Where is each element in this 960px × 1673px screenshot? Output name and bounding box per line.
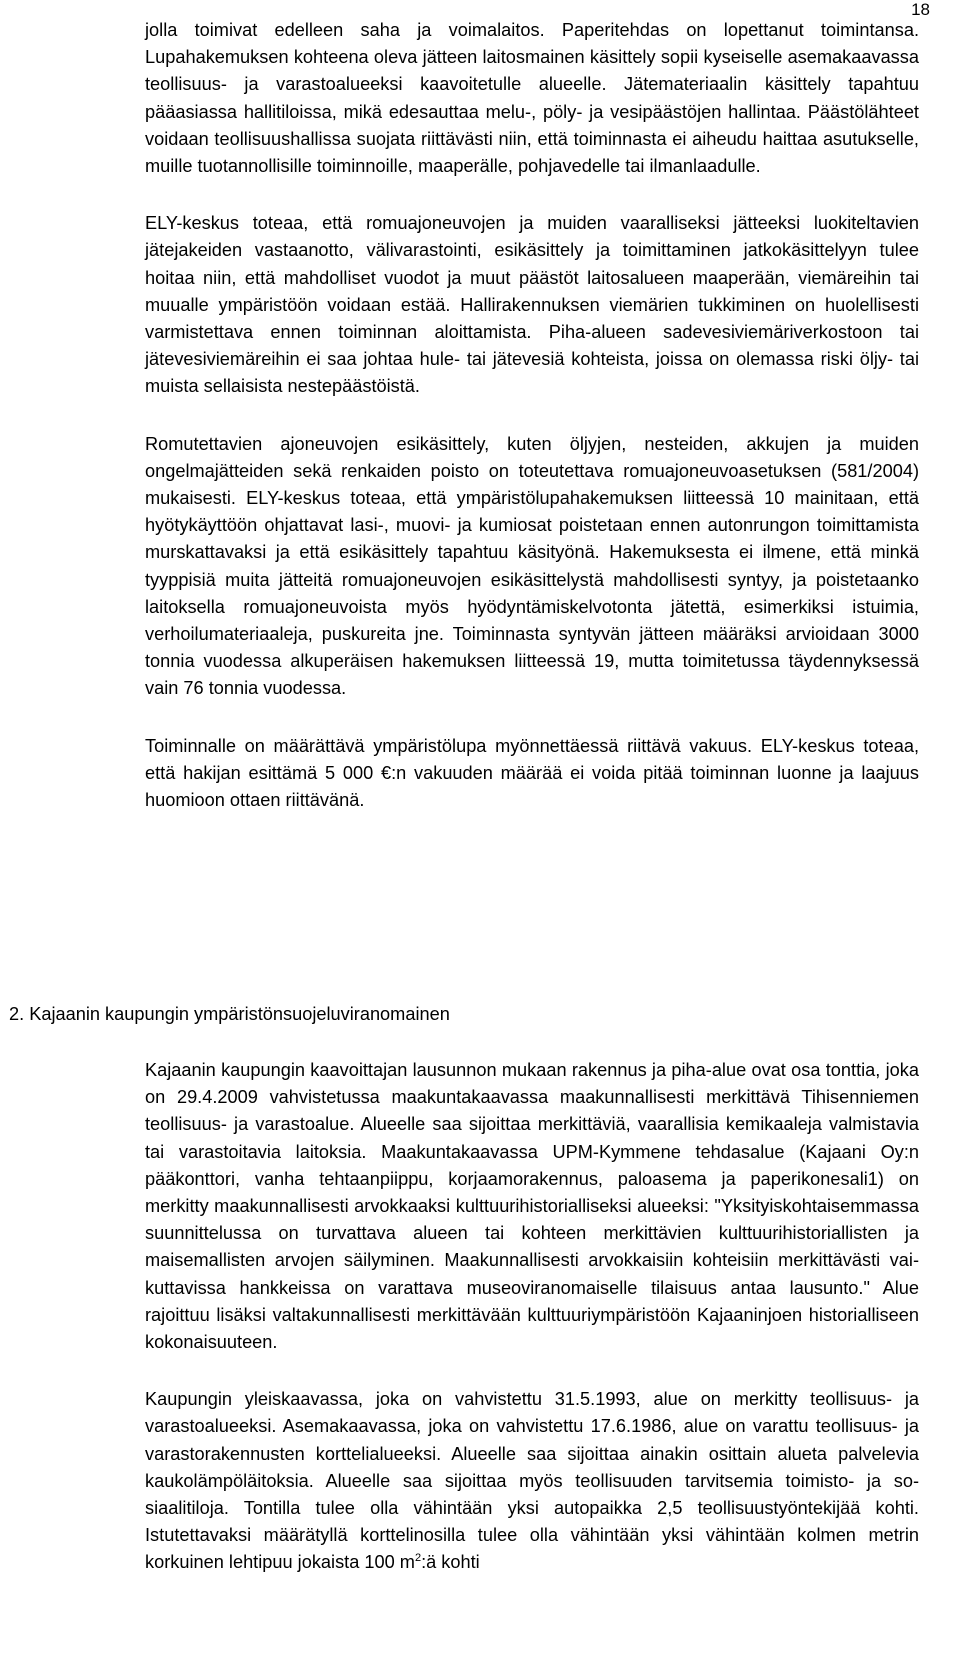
paragraph-hazardous-waste: ELY-keskus toteaa, että romuajoneuvojen ja muiden vaaralliseksi jätteeksi luokiteltavien jätejakeiden vastaanotto, välivarastointi, esikäsittely ja toimittaminen jatkokäsittelyyn tulee hoitaa niin, että mahdolliset vuodot ja muut päästöt laitosalueen maaperään, viemäreihin tai muualle ympäristöön voidaan estää. Hallirakennuksen viemärien tukkiminen on huolellisesti varmistettava ennen toiminnan aloittamista. Piha-alueen sadevesiviemäriverkostoon tai jätevesiviemäreihin ei saa johtaa hule- tai jätevesiä kohteista, joissa on olemassa riski öljy- tai muista sellaisista nestepäästöistä.	[145, 213, 919, 397]
section-2-body	[145, 1057, 919, 1607]
section-heading-2: 2. Kajaanin kaupungin ympäristönsuojeluviranomainen	[9, 1004, 450, 1024]
paragraph-vehicle-pretreatment: Romutettavien ajoneuvojen esikäsittely, kuten öljyjen, nesteiden, akkujen ja muiden ongelmajätteiden sekä renkaiden poisto on toteutettava romuajoneuvoasetuksen (581/2004) mukaisesti. ELY-keskus toteaa, että ympäristölupahakemuksen liitteessä 10 mainitaan, että hyötykäyttöön ohjattavat lasi-, muovi- ja kumiosat poistetaan ennen autonrungon toimittamista murskattavaksi ja että esikäsittely tapahtuu käsityönä. Hakemuksesta ei ilmene, että minkä tyyppisiä muita jätteitä romuajoneuvojen esikäsittelystä mahdollisesti syntyy, ja poistetaanko laitoksella romuajoneuvoista myös hyödyntämiskelvotonta jätettä, esimerkiksi istuimia, verhoilumateriaaleja, puskureita jne. Toiminnasta syntyvän jätteen määräksi arvioidaan 3000 tonnia vuodessa alkuperäisen hakemuksen liitteessä 19, mutta toimitetussa täydennyksessä vain 76 tonnia vuodessa.	[145, 433, 919, 699]
paragraph-security-deposit: Toiminnalle on määrättävä ympäristölupa myönnettäessä riittävä vakuus. ELY-keskus toteaa, että hakijan esittämä 5 000 €:n vakuuden määrää ei voida pitää toiminnan luonne ja laajuus huomioon ottaen riittävänä.	[145, 735, 919, 811]
paragraph-waste-handling: jolla toimivat edelleen saha ja voimalaitos. Paperitehdas on lopettanut toimintansa. Lupahakemuksen kohteena oleva jätteen laitosmainen käsittely sopii kyseiselle asemakaavassa teollisuus- ja varastoalueeksi kaavoitetulle alueelle. Jätemateriaalin käsittely tapahtuu pääasiassa hallitiloissa, mikä edesauttaa melu-, pöly- ja vesipäästöjen hallintaa. Päästölähteet voidaan teollisuushallissa suojata riittävästi niin, että toiminnasta ei aiheudu haittaa asutukselle, muille tuotannollisille toiminnoille, maaperälle, pohjavedelle tai ilmanlaadulle.	[145, 20, 919, 177]
document-body	[145, 17, 919, 844]
paragraph-master-plan	[145, 1386, 919, 1576]
master-plan-tail: :ä kohti	[421, 1552, 480, 1573]
superscript-squared: 2	[414, 1552, 422, 1565]
master-plan-text: Kaupungin yleiskaavassa, joka on vahvistettu 31.5.1993, alue on merkitty teollisuus- ja varastoalueeksi. Asemakaavassa, joka on vahvistettu 17.6.1986, alue on varattu teollisuus- ja varastorakennusten korttelialueeksi. Alueelle saa sijoittaa ainakin osittain alueta palvelevia kaukolämpöläitoksia. Alueelle saa sijoittaa myös teollisuuden tarvitsemia toimisto- ja sosiaalitiloja. Tontilla tulee olla vähintään yksi autopaikka 2,5 teollisuustyöntekijää kohti. Istutettavaksi määrätyllä korttelinosilla tulee olla vähintään yksi vähintään kolmen metrin korkuinen lehtipuu jokaista 100 m	[145, 1389, 919, 1573]
page-number: 18	[911, 0, 930, 19]
paragraph-zoning-statement: Kajaanin kaupungin kaavoittajan lausunnon mukaan rakennus ja piha-alue ovat osa tonttia, joka on 29.4.2009 vahvistetussa maakuntakaavassa maakunnallisesti merkittävä Tihisenniemen teollisuus- ja varastoalue. Alueelle saa sijoittaa merkittäviä, vaarallisia kemikaaleja valmistavia tai varastoitavia laitoksia. Maakuntakaavassa UPM-Kymmene tehdasalue (Kajaani Oy:n pääkonttori, vanha tehtaanpiippu, korjaamorakennus, paloasema ja paperikonesali1) on merkitty maakunnallisesti arvokkaaksi kulttuurihistorialliseksi alueeksi: "Yksityiskohtaisemmassa suunnittelussa on turvattava alueen tai kohteen merkittävien kulttuurihistoriallisten ja maisemallisten arvojen säilyminen. Maakunnallisesti arvokkaisiin kohteisiin merkittävästi vaikuttavissa hankkeissa on varattava museoviranomaiselle tilaisuus antaa lausunto." Alue rajoittuu lisäksi valtakunnallisesti merkittävään kulttuuriympäristöön Kajaaninjoen historialliseen kokonaisuuteen.	[145, 1060, 919, 1353]
